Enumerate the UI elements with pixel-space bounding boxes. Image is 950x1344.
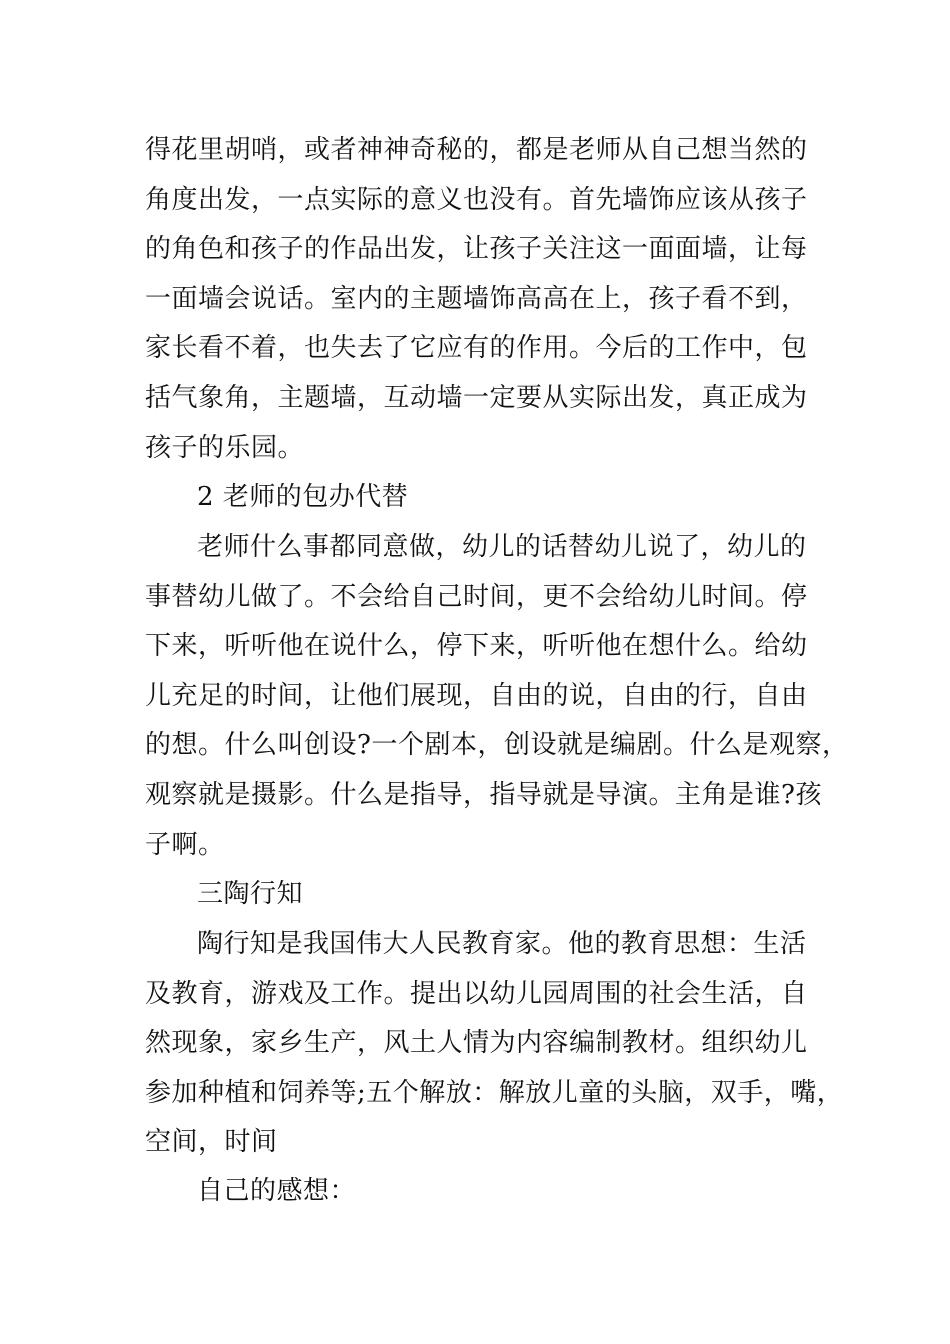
paragraph-line: 角度出发，一点实际的意义也没有。首先墙饰应该从孩子 xyxy=(145,184,808,215)
paragraph-line: 参加种植和饲养等;五个解放：解放儿童的头脑，双手，嘴， xyxy=(145,1077,844,1108)
paragraph-line: 括气象角，主题墙，互动墙一定要从实际出发，真正成为 xyxy=(145,382,808,413)
paragraph-line: 空间，时间 xyxy=(145,1127,278,1158)
section-heading-teacher-takeover xyxy=(145,473,835,523)
section-heading: 三陶行知 xyxy=(197,879,304,909)
paragraph-line: 得花里胡哨，或者神神奇秘的，都是老师从自己想当然的 xyxy=(145,135,808,165)
paragraph-wall-decoration xyxy=(145,126,835,473)
paragraph-line: 的角色和孩子的作品出发，让孩子关注这一面面墙，让每 xyxy=(145,234,808,265)
section-heading-own-thoughts xyxy=(145,1167,835,1217)
paragraph-line: 一面墙会说话。室内的主题墙饰高高在上，孩子看不到， xyxy=(145,283,808,314)
paragraph-line: 孩子的乐园。 xyxy=(145,432,305,463)
section-heading: 2 老师的包办代替 xyxy=(197,482,409,512)
paragraph-teacher-takeover xyxy=(145,523,849,870)
section-heading-tao-xingzhi xyxy=(145,870,835,920)
paragraph-line: 观察就是摄影。什么是指导，指导就是导演。主角是谁?孩 xyxy=(145,779,822,810)
paragraph-line: 儿充足的时间，让他们展现，自由的说，自由的行，自由 xyxy=(145,680,808,711)
paragraph-line: 下来，听听他在说什么，停下来，听听他在想什么。给幼 xyxy=(145,631,808,662)
section-heading: 自己的感想： xyxy=(197,1176,357,1206)
paragraph-line: 子啊。 xyxy=(145,829,225,860)
paragraph-line: 的想。什么叫创设?一个剧本，创设就是编剧。什么是观察， xyxy=(145,730,849,761)
paragraph-line: 及教育，游戏及工作。提出以幼儿园周围的社会生活，自 xyxy=(145,978,808,1009)
paragraph-line: 家长看不着，也失去了它应有的作用。今后的工作中，包 xyxy=(145,333,808,364)
paragraph-line: 然现象，家乡生产，风土人情为内容编制教材。组织幼儿 xyxy=(145,1028,808,1059)
paragraph-line: 陶行知是我国伟大人民教育家。他的教育思想：生活 xyxy=(197,929,807,959)
paragraph-tao-xingzhi xyxy=(145,920,844,1168)
paragraph-line: 老师什么事都同意做，幼儿的话替幼儿说了，幼儿的 xyxy=(197,532,807,562)
paragraph-line: 事替幼儿做了。不会给自己时间，更不会给幼儿时间。停 xyxy=(145,581,808,612)
